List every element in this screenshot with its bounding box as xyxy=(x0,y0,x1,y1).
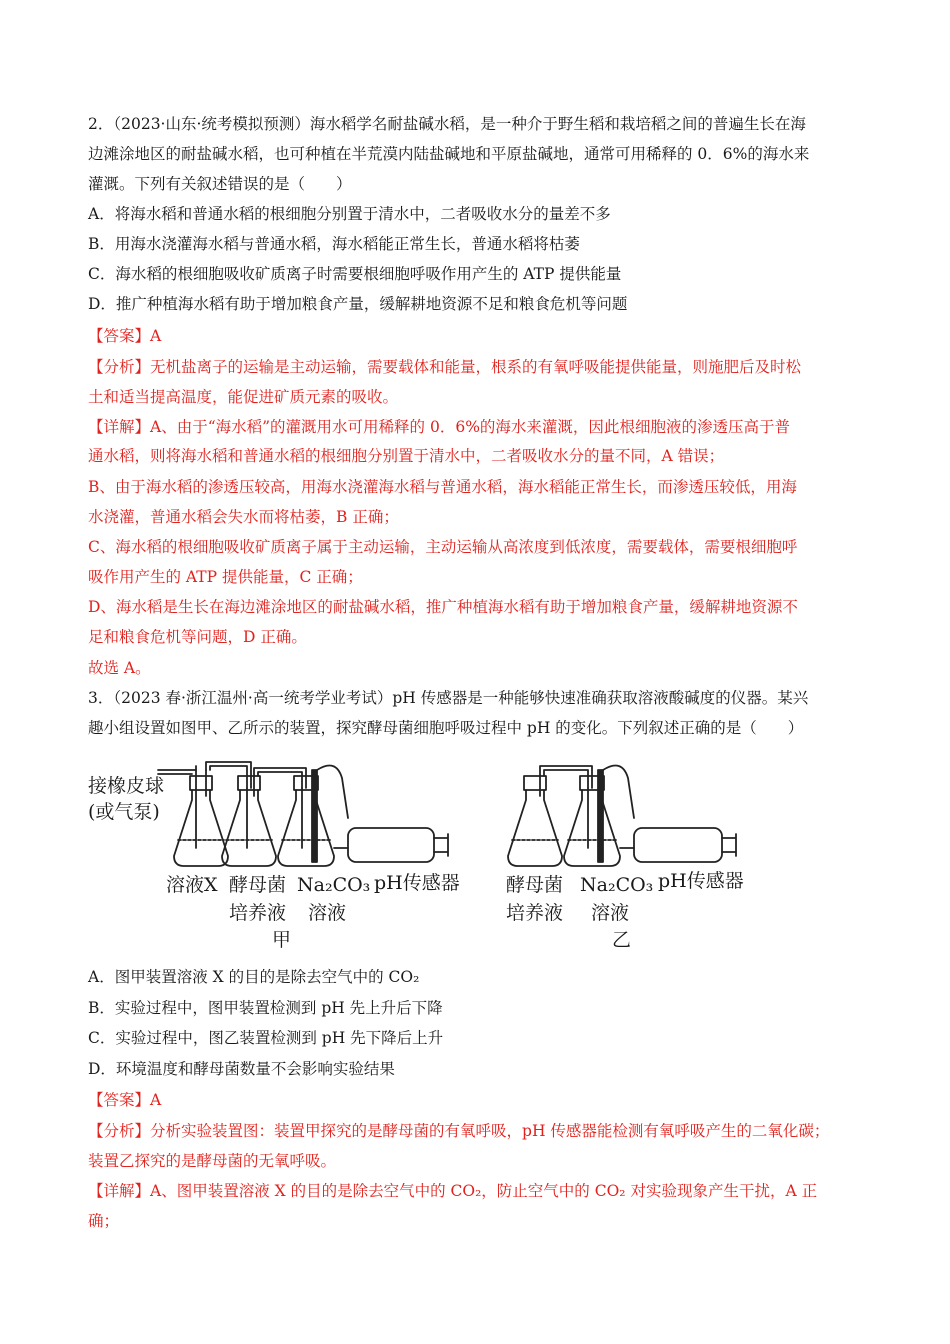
q2-option-b: B．用海水浇灌海水稻与普通水稻，海水稻能正常生长，普通水稻将枯萎 xyxy=(88,235,580,253)
q2-analysis-line-2: 土和适当提高温度，能促进矿质元素的吸收。 xyxy=(88,388,399,406)
q3-option-c: C．实验过程中，图乙装置检测到 pH 先下降后上升 xyxy=(88,1029,444,1047)
q3-option-b: B．实验过程中，图甲装置检测到 pH 先上升后下降 xyxy=(88,999,443,1017)
q3-option-a: A．图甲装置溶液 X 的目的是除去空气中的 CO₂ xyxy=(88,968,420,986)
ph-sensor-device-jia xyxy=(334,828,448,862)
q3-stem-line-2: 趣小组设置如图甲、乙所示的装置，探究酵母菌细胞呼吸过程中 pH 的变化。下列叙述正确的是（ ） xyxy=(88,719,804,737)
q3-analysis-line-2: 装置乙探究的是酵母菌的无氧呼吸。 xyxy=(88,1152,337,1170)
q3-analysis-line-1 xyxy=(88,1121,868,1141)
apparatus-figure xyxy=(86,748,766,953)
detail-tag: 【详解】 xyxy=(88,418,151,436)
flask-yeast-culture-b xyxy=(508,776,562,866)
ph-sensor-device-yi xyxy=(620,828,736,862)
answer-tag: 【答案】 xyxy=(88,1091,151,1109)
analysis-tag: 【分析】 xyxy=(88,358,151,376)
flask-yeast-culture xyxy=(222,776,276,866)
q2-stem-line-1: 2．（2023·山东·统考模拟预测）海水稻学名耐盐碱水稻，是一种介于野生稻和栽培稻之间的普遍生长在海 xyxy=(88,115,806,133)
label-na2co3-2: 溶液 xyxy=(308,902,347,924)
detail-tag: 【详解】 xyxy=(88,1182,151,1200)
q2-detail-a-line-1 xyxy=(88,417,868,437)
label-na2co3-b2: 溶液 xyxy=(591,902,630,924)
flask-solution-x xyxy=(174,766,228,866)
label-ph-sensor-b: pH传感器 xyxy=(658,870,744,892)
label-yeast-b2: 培养液 xyxy=(506,902,564,924)
detail-text: A、由于“海水稻”的灌溉用水可用稀释的 0．6%的海水来灌溉，因此根细胞液的渗透压高于普 xyxy=(150,418,790,436)
q3-detail-a-line-2: 确； xyxy=(88,1212,120,1230)
q3-option-d: D．环境温度和酵母菌数量不会影响实验结果 xyxy=(88,1060,395,1078)
q2-conclusion: 故选 A。 xyxy=(88,659,151,677)
q2-option-a: A．将海水稻和普通水稻的根细胞分别置于清水中，二者吸收水分的量差不多 xyxy=(88,205,611,223)
label-na2co3-b1: Na₂CO₃ xyxy=(580,874,654,896)
q3-answer xyxy=(88,1090,868,1110)
label-rubber-ball-2: (或气泵) xyxy=(88,801,160,823)
label-na2co3-1: Na₂CO₃ xyxy=(297,874,371,896)
answer-value: A xyxy=(150,1091,162,1109)
label-yeast-b1: 酵母菌 xyxy=(506,874,564,896)
q2-stem-line-2: 边滩涂地区的耐盐碱水稻，也可种植在半荒漠内陆盐碱地和平原盐碱地，通常可用稀释的 0．6%的海水来 xyxy=(88,145,810,163)
q3-stem-line-1: 3．（2023 春·浙江温州·高一统考学业考试）pH 传感器是一种能够快速准确获取溶液酸碱度的仪器。某兴 xyxy=(88,689,809,707)
analysis-text: 无机盐离子的运输是主动运输，需要载体和能量，根系的有氧呼吸能提供能量，则施肥后及时松 xyxy=(150,358,802,376)
label-yeast-1: 酵母菌 xyxy=(229,874,287,896)
q2-answer xyxy=(88,326,868,346)
q2-detail-c-line-1: C、海水稻的根细胞吸收矿质离子属于主动运输，主动运输从高浓度到低浓度，需要载体，需要根细胞呼 xyxy=(88,538,798,556)
q3-detail-a-line-1 xyxy=(88,1181,868,1201)
analysis-tag: 【分析】 xyxy=(88,1122,151,1140)
q2-detail-d-line-2: 足和粮食危机等问题，D 正确。 xyxy=(88,628,307,646)
q2-detail-c-line-2: 吸作用产生的 ATP 提供能量，C 正确； xyxy=(88,568,363,586)
q2-detail-a-line-2: 通水稻，则将海水稻和普通水稻的根细胞分别置于清水中，二者吸收水分的量不同，A 错误； xyxy=(88,447,725,465)
label-rubber-ball-1: 接橡皮球 xyxy=(88,775,165,797)
q2-stem-line-3: 灌溉。下列有关叙述错误的是（ ） xyxy=(88,175,352,193)
flask-na2co3 xyxy=(278,766,348,867)
label-yi: 乙 xyxy=(612,929,632,951)
q2-option-c: C．海水稻的根细胞吸收矿质离子时需要根细胞呼吸作用产生的 ATP 提供能量 xyxy=(88,265,622,283)
answer-tag: 【答案】 xyxy=(88,327,151,345)
analysis-text: 分析实验装置图：装置甲探究的是酵母菌的有氧呼吸，pH 传感器能检测有氧呼吸产生的二氧化碳； xyxy=(150,1122,830,1140)
q2-detail-d-line-1: D、海水稻是生长在海边滩涂地区的耐盐碱水稻，推广种植海水稻有助于增加粮食产量，缓解耕地资源不 xyxy=(88,598,798,616)
q2-detail-b-line-2: 水浇灌，普通水稻会失水而将枯萎，B 正确； xyxy=(88,508,399,526)
q2-option-d: D．推广种植海水稻有助于增加粮食产量，缓解耕地资源不足和粮食危机等问题 xyxy=(88,295,628,313)
answer-value: A xyxy=(150,327,162,345)
label-yeast-2: 培养液 xyxy=(229,902,287,924)
detail-text: A、图甲装置溶液 X 的目的是除去空气中的 CO₂，防止空气中的 CO₂ 对实验现象产生干扰，A 正 xyxy=(150,1182,818,1200)
flask-na2co3-b xyxy=(564,766,634,867)
q2-analysis-line-1 xyxy=(88,357,868,377)
label-ph-sensor: pH传感器 xyxy=(374,872,460,894)
label-jia: 甲 xyxy=(272,929,292,951)
apparatus-drawing xyxy=(86,748,766,953)
label-solution-x: 溶液X xyxy=(166,874,218,896)
q2-detail-b-line-1: B、由于海水稻的渗透压较高，用海水浇灌海水稻与普通水稻，海水稻能正常生长，而渗透压较低，用海 xyxy=(88,478,797,496)
